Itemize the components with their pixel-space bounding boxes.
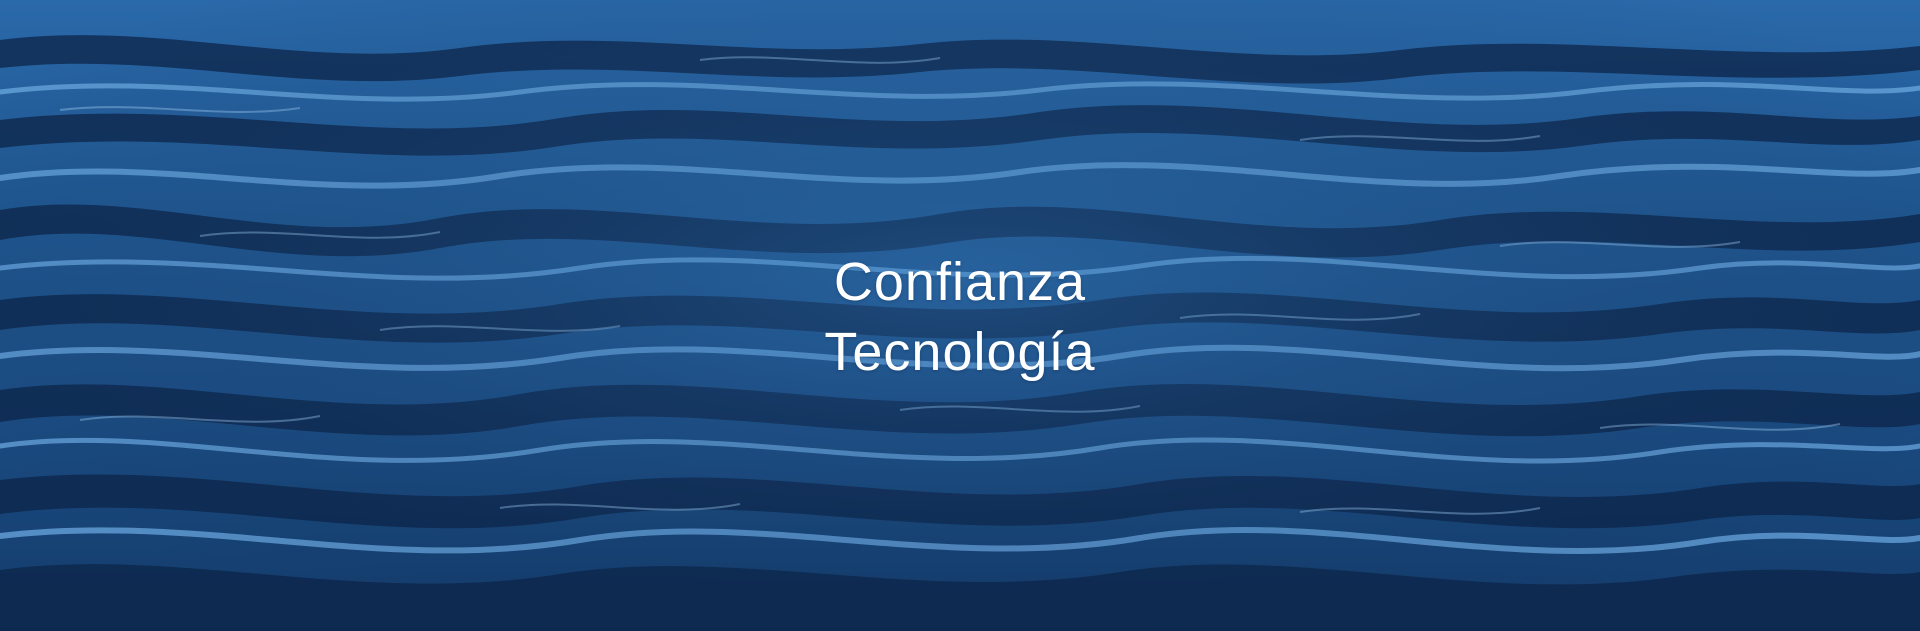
hero-headline-line-1: Confianza: [833, 252, 1087, 312]
hero-headline: [0, 247, 1920, 387]
hero-headline-line-2: Tecnología: [824, 322, 1096, 382]
